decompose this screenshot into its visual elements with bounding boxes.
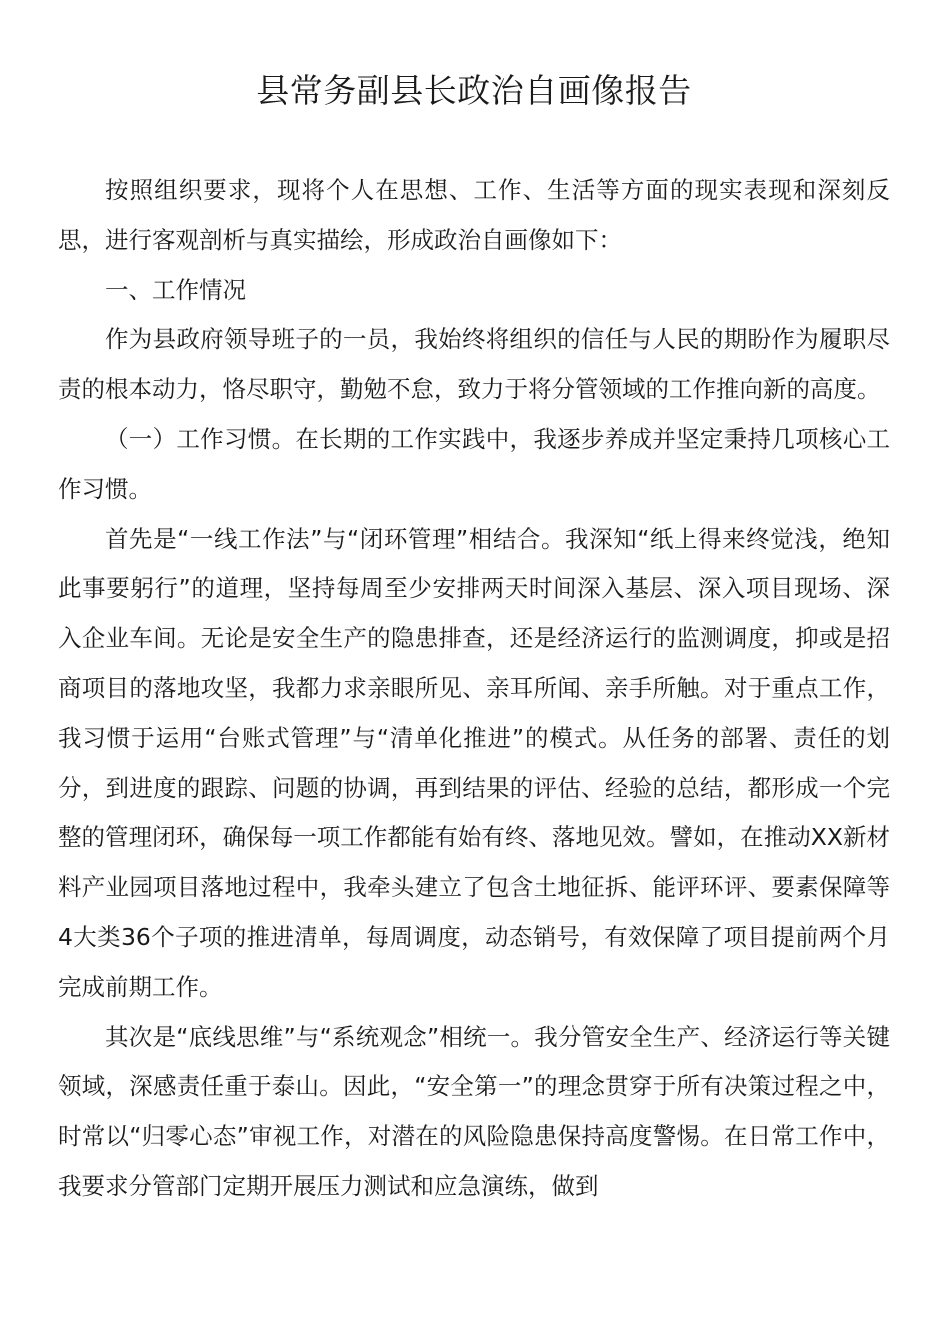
section-heading-work: 一、工作情况 xyxy=(105,275,246,304)
paragraph-work-overview: 作为县政府领导班子的一员，我始终将组织的信任与人民的期盼作为履职尽责的根本动力，恪尽职守，勤勉不怠，致力于将分管领域的工作推向新的高度。 xyxy=(58,325,890,404)
paragraph-intro: 按照组织要求，现将个人在思想、工作、生活等方面的现实表现和深刻反思，进行客观剖析与真实描绘，形成政治自画像如下： xyxy=(58,176,890,254)
paragraph-work-habits: （一）工作习惯。在长期的工作实践中，我逐步养成并坚定秉持几项核心工作习惯。 xyxy=(58,424,890,503)
paragraph-bottom-line-thinking: 其次是“底线思维”与“系统观念”相统一。我分管安全生产、经济运行等关键领域，深感责任重于泰山。因此，“安全第一”的理念贯穿于所有决策过程之中，时常以“归零心态”审视工作，对潜在的风险隐患保持高度警惕。在日常工作中，我要求分管部门定期开展压力测试和应急演练，做到 xyxy=(58,1022,890,1200)
document-body xyxy=(58,166,890,1212)
document-title: 县常务副县长政治自画像报告 xyxy=(256,71,692,110)
paragraph-frontline-method: 首先是“一线工作法”与“闭环管理”相结合。我深知“纸上得来终觉浅，绝知此事要躬行”的道理，坚持每周至少安排两天时间深入基层、深入项目现场、深入企业车间。无论是安全生产的隐患排查，还是经济运行的监测调度，抑或是招商项目的落地攻坚，我都力求亲眼所见、亲耳所闻、亲手所触。对于重点工作，我习惯于运用“台账式管理”与“清单化推进”的模式。从任务的部署、责任的划分，到进度的跟踪、问题的协调，再到结果的评估、经验的总结，都形成一个完整的管理闭环，确保每一项工作都能有始有终、落地见效。譬如，在推动XX新材料产业园项目落地过程中，我牵头建立了包含土地征拆、能评环评、要素保障等4大类36个子项的推进清单，每周调度，动态销号，有效保障了项目提前两个月完成前期工作。 xyxy=(58,524,890,1001)
